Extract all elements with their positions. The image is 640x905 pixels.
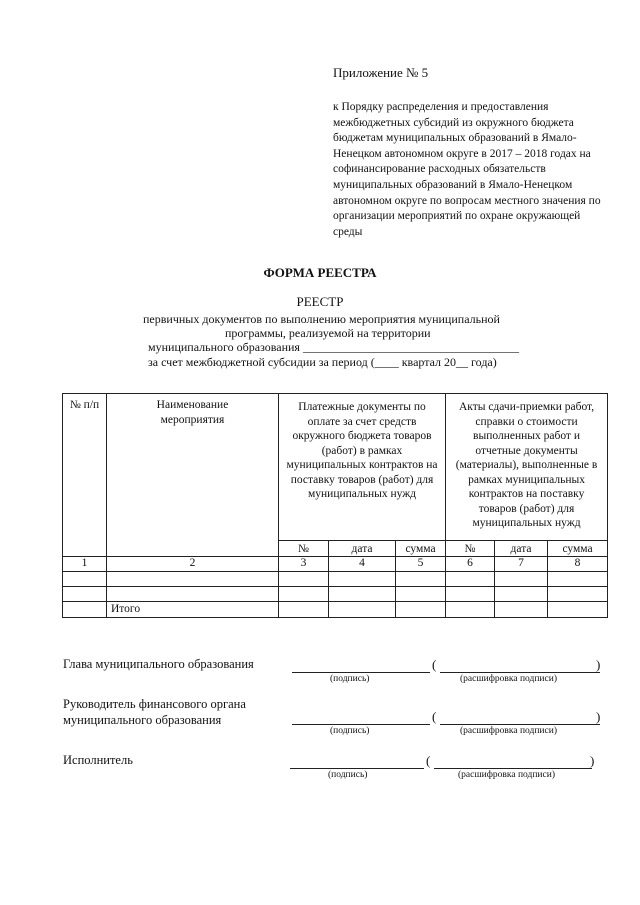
column-index: 5 (396, 557, 446, 572)
table-cell[interactable] (63, 587, 107, 602)
open-paren: ( (426, 753, 431, 768)
municipality-line: муниципального образования ____________________________________ (148, 340, 519, 354)
table-cell[interactable] (329, 587, 396, 602)
table-cell[interactable] (279, 587, 329, 602)
table-cell[interactable] (495, 572, 548, 587)
table-header-row (63, 394, 608, 541)
subheader-pay-number: № (279, 541, 329, 557)
signature-label-executor: Исполнитель (63, 753, 133, 767)
period-line: за счет межбюджетной субсидии за период (____ квартал 20__ года) (148, 355, 497, 369)
table-cell[interactable] (329, 572, 396, 587)
signature-label-finance-head: Руководитель финансового органа муниципального образования (63, 697, 246, 727)
header-num: № п/п (63, 394, 107, 557)
table-cell[interactable] (329, 602, 396, 618)
decoding-line[interactable] (440, 723, 600, 725)
table-cell[interactable] (495, 602, 548, 618)
table-cell[interactable] (396, 572, 446, 587)
register-subtitle-line2: программы, реализуемой на территории (225, 326, 431, 340)
column-index: 1 (63, 557, 107, 572)
subheader-act-number: № (446, 541, 495, 557)
column-index: 7 (495, 557, 548, 572)
total-label: Итого (107, 602, 279, 618)
table-cell[interactable] (396, 602, 446, 618)
close-paren: ) (590, 753, 595, 768)
annex-title: Приложение № 5 (333, 65, 429, 80)
header-acceptance-acts: Акты сдачи-приемки работ, справки о стоимости выполненных работ и отчетные документы (материалы), выполненные в рамках муниципальных контрактов на поставку товаров (работ) для муниципальных нужд (446, 394, 608, 541)
subheader-act-sum: сумма (548, 541, 608, 557)
table-cell[interactable] (63, 572, 107, 587)
subheader-pay-date: дата (329, 541, 396, 557)
column-index: 3 (279, 557, 329, 572)
table-cell[interactable] (548, 572, 608, 587)
table-cell[interactable] (446, 572, 495, 587)
table-cell[interactable] (548, 602, 608, 618)
annex-reference-text: к Порядку распределения и предоставления межбюджетных субсидий из окружного бюджета бюджетам муниципальных образований в Ямало-Ненецком автономном округе в 2017 – 2018 годах на софинансирование расходных обязательств муниципальных образований в Ямало-Ненецком автономном округе по вопросам местного значения по организации мероприятий по охране окружающей среды (333, 101, 601, 238)
table-total-row (63, 602, 608, 618)
table-cell[interactable] (548, 587, 608, 602)
header-name: Наименование мероприятия (107, 394, 279, 557)
header-payment-docs: Платежные документы по оплате за счет средств окружного бюджета товаров (работ) в рамках муниципальных контрактов на поставку товаров (работ) для муниципальных нужд (279, 394, 446, 541)
table-cell[interactable] (107, 587, 279, 602)
column-index: 6 (446, 557, 495, 572)
table-cell[interactable] (495, 587, 548, 602)
close-paren: ) (596, 657, 601, 672)
signature-label-head: Глава муниципального образования (63, 657, 254, 671)
table-cell[interactable] (446, 602, 495, 618)
open-paren: ( (432, 709, 437, 724)
signature-caption: (подпись) (330, 726, 370, 736)
column-index: 2 (107, 557, 279, 572)
open-paren: ( (432, 657, 437, 672)
signature-line[interactable] (292, 723, 430, 725)
table-cell[interactable] (279, 572, 329, 587)
register-subtitle-line1: первичных документов по выполнению мероприятия муниципальной (143, 312, 500, 326)
subheader-pay-sum: сумма (396, 541, 446, 557)
table-index-row (63, 557, 608, 572)
signature-line[interactable] (290, 767, 424, 769)
table-cell[interactable] (107, 572, 279, 587)
decoding-caption: (расшифровка подписи) (458, 770, 555, 780)
form-title: ФОРМА РЕЕСТРА (263, 265, 377, 280)
column-index: 4 (329, 557, 396, 572)
table-cell[interactable] (396, 587, 446, 602)
signature-line[interactable] (292, 671, 430, 673)
close-paren: ) (596, 709, 601, 724)
table-row (63, 572, 608, 587)
decoding-line[interactable] (440, 671, 600, 673)
register-table (62, 393, 608, 618)
register-title: РЕЕСТР (296, 294, 344, 309)
signature-caption: (подпись) (330, 674, 370, 684)
column-index: 8 (548, 557, 608, 572)
subheader-act-date: дата (495, 541, 548, 557)
table-row (63, 587, 608, 602)
table-cell[interactable] (279, 602, 329, 618)
decoding-line[interactable] (434, 767, 592, 769)
decoding-caption: (расшифровка подписи) (460, 726, 557, 736)
table-cell[interactable] (63, 602, 107, 618)
decoding-caption: (расшифровка подписи) (460, 674, 557, 684)
signature-caption: (подпись) (328, 770, 368, 780)
table-cell[interactable] (446, 587, 495, 602)
